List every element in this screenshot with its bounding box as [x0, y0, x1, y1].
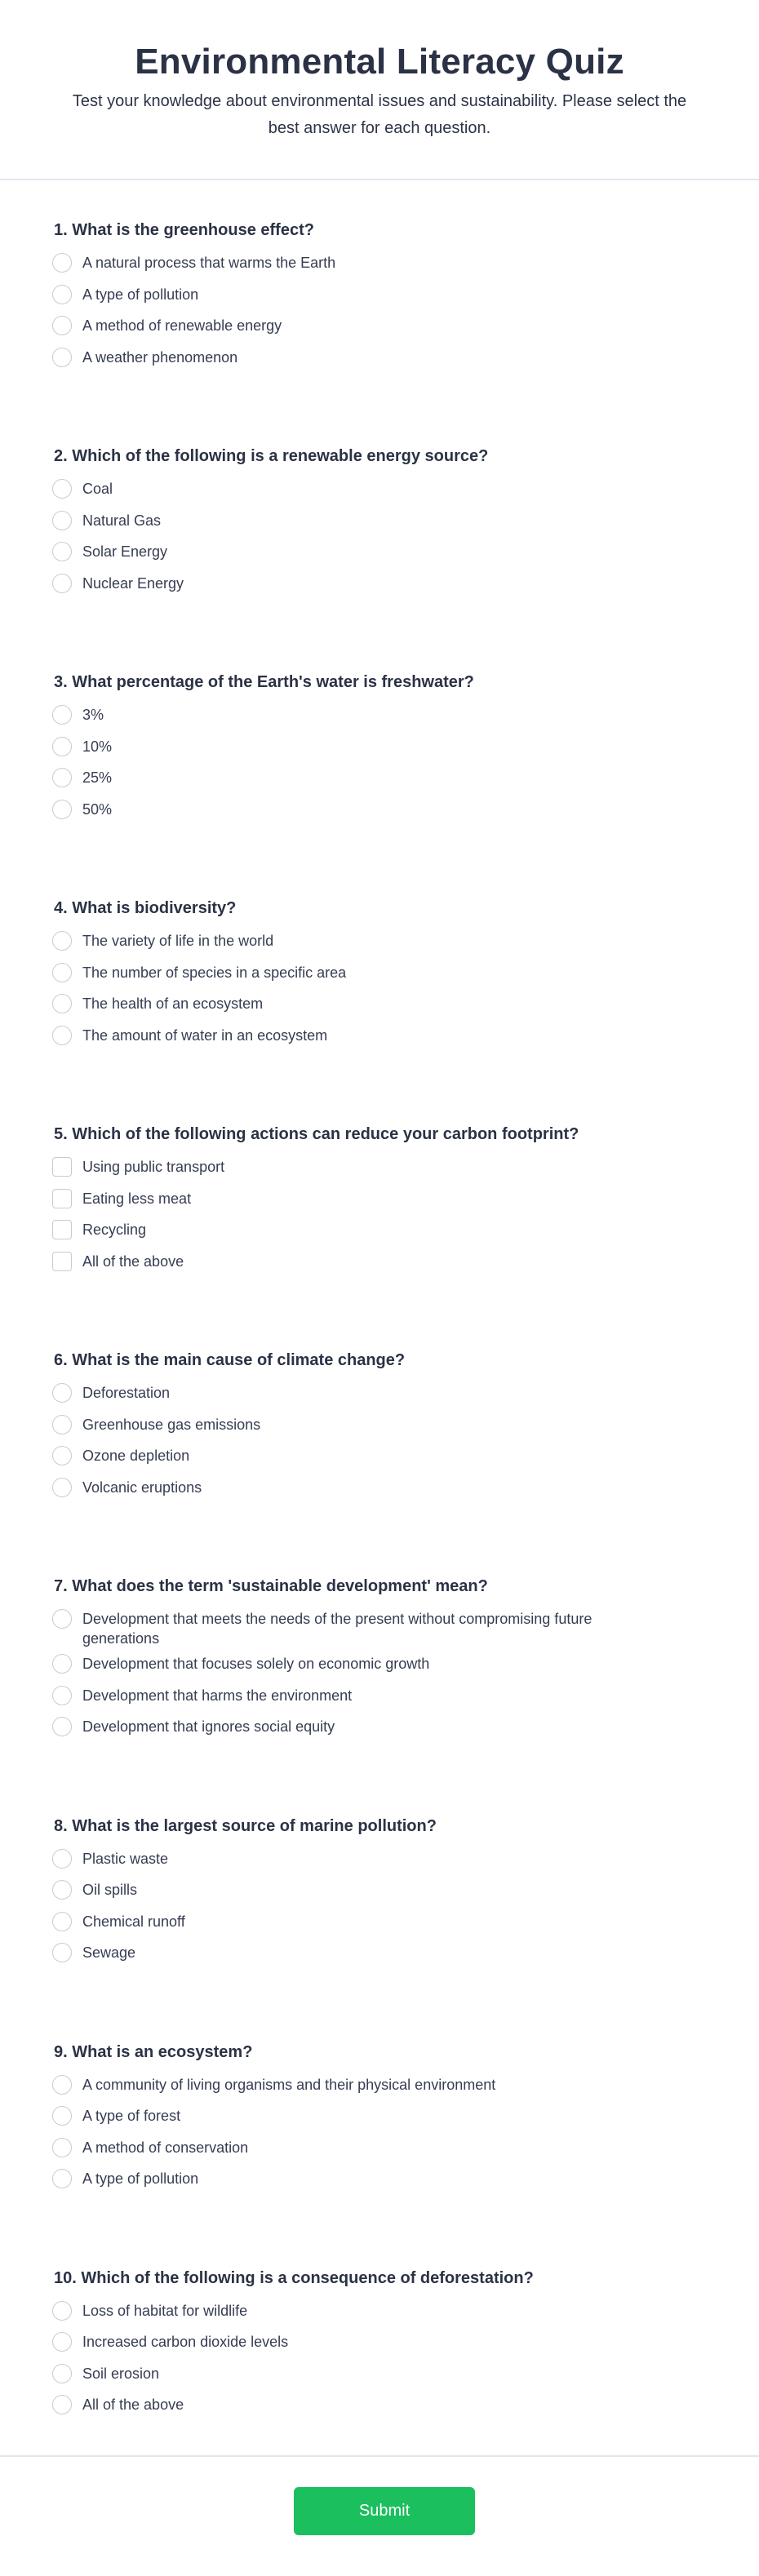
radio-button[interactable] [52, 931, 72, 951]
option-radio[interactable] [54, 1648, 759, 1680]
radio-button[interactable] [52, 963, 72, 982]
question-7 [54, 1536, 759, 1743]
option-label: Increased carbon dioxide levels [82, 2334, 289, 2350]
quiz-form [0, 180, 759, 2421]
radio-button[interactable] [52, 1717, 72, 1736]
option-radio[interactable] [54, 1680, 759, 1712]
options-list [54, 925, 759, 1051]
question-title: 1. What is the greenhouse effect? [54, 221, 314, 239]
option-radio[interactable] [54, 2069, 759, 2101]
option-label: Development that harms the environment [82, 1687, 353, 1704]
checkbox[interactable] [52, 1157, 72, 1177]
radio-button[interactable] [52, 1478, 72, 1497]
question-2 [54, 406, 759, 599]
radio-button[interactable] [52, 1609, 72, 1629]
option-radio[interactable] [54, 1440, 759, 1472]
option-radio[interactable] [54, 1377, 759, 1409]
radio-button[interactable] [52, 2169, 72, 2188]
option-label: Development that meets the needs of the present without compromising future generations [82, 1611, 593, 1647]
spacer [54, 1743, 759, 1776]
radio-button[interactable] [52, 2332, 72, 2352]
options-list [54, 247, 759, 373]
options-list [54, 1603, 759, 1743]
option-radio[interactable] [54, 731, 759, 763]
spacer [54, 1969, 759, 2002]
option-label: All of the above [82, 2396, 184, 2413]
option-label: A natural process that warms the Earth [82, 255, 336, 271]
option-label: The health of an ecosystem [82, 995, 264, 1012]
radio-button[interactable] [52, 994, 72, 1013]
options-list [54, 699, 759, 825]
radio-button[interactable] [52, 479, 72, 499]
option-radio[interactable] [54, 1906, 759, 1938]
option-checkbox[interactable] [54, 1151, 759, 1183]
option-label: Natural Gas [82, 512, 162, 529]
spacer [54, 825, 759, 858]
radio-button[interactable] [52, 348, 72, 367]
radio-button[interactable] [52, 800, 72, 819]
radio-button[interactable] [52, 1415, 72, 1434]
radio-button[interactable] [52, 316, 72, 335]
option-label: A type of pollution [82, 2170, 199, 2187]
question-1 [54, 180, 759, 373]
quiz-header [0, 0, 759, 180]
radio-button[interactable] [52, 2106, 72, 2126]
spacer [54, 2195, 759, 2228]
spacer [54, 1503, 759, 1536]
option-label: Sewage [82, 1944, 136, 1961]
radio-button[interactable] [52, 1849, 72, 1869]
option-radio[interactable] [54, 1603, 759, 1648]
checkbox[interactable] [52, 1220, 72, 1239]
radio-button[interactable] [52, 1446, 72, 1465]
question-title: 6. What is the main cause of climate change? [54, 1351, 406, 1369]
option-radio[interactable] [54, 473, 759, 505]
radio-button[interactable] [52, 285, 72, 304]
option-radio[interactable] [54, 2326, 759, 2358]
radio-button[interactable] [52, 1943, 72, 1962]
question-title: 2. Which of the following is a renewable energy source? [54, 447, 489, 465]
option-label: Volcanic eruptions [82, 1479, 202, 1496]
option-label: A method of conservation [82, 2139, 249, 2156]
option-label: A community of living organisms and their physical environment [82, 2076, 496, 2093]
question-title: 9. What is an ecosystem? [54, 2042, 253, 2061]
question-title: 4. What is biodiversity? [54, 899, 237, 917]
question-3 [54, 632, 759, 825]
radio-button[interactable] [52, 2075, 72, 2095]
option-label: Chemical runoff [82, 1913, 185, 1930]
option-checkbox[interactable] [54, 1246, 759, 1278]
option-label: Recycling [82, 1221, 147, 1238]
options-list [54, 473, 759, 599]
option-label: Coal [82, 481, 113, 497]
option-label: The amount of water in an ecosystem [82, 1026, 328, 1044]
spacer [54, 599, 759, 632]
option-label: 50% [82, 800, 113, 818]
option-label: Deforestation [82, 1385, 171, 1401]
option-label: 10% [82, 738, 113, 755]
option-radio[interactable] [54, 536, 759, 568]
option-label: 25% [82, 769, 113, 786]
page-title: Environmental Literacy Quiz [135, 42, 624, 82]
options-list [54, 1151, 759, 1277]
radio-button[interactable] [52, 253, 72, 273]
options-list [54, 2295, 759, 2421]
radio-button[interactable] [52, 1026, 72, 1045]
checkbox[interactable] [52, 1252, 72, 1271]
option-label: Using public transport [82, 1159, 225, 1175]
option-label: Nuclear Energy [82, 574, 184, 592]
question-4 [54, 858, 759, 1051]
option-label: A type of forest [82, 2108, 181, 2124]
option-radio[interactable] [54, 247, 759, 279]
radio-button[interactable] [52, 1912, 72, 1931]
option-radio[interactable] [54, 2100, 759, 2132]
radio-button[interactable] [52, 511, 72, 530]
option-radio[interactable] [54, 1472, 759, 1504]
quiz-footer [0, 2455, 759, 2576]
option-label: The variety of life in the world [82, 933, 274, 949]
radio-button[interactable] [52, 574, 72, 593]
radio-button[interactable] [52, 2364, 72, 2383]
option-label: 3% [82, 707, 104, 723]
option-radio[interactable] [54, 568, 759, 600]
question-title: 7. What does the term 'sustainable development' mean? [54, 1577, 488, 1595]
question-10 [54, 2228, 759, 2421]
option-label: Loss of habitat for wildlife [82, 2302, 248, 2319]
option-radio[interactable] [54, 794, 759, 826]
option-radio[interactable] [54, 1409, 759, 1441]
option-radio[interactable] [54, 279, 759, 311]
spacer [54, 373, 759, 406]
option-radio[interactable] [54, 762, 759, 794]
options-list [54, 2069, 759, 2195]
question-title: 10. Which of the following is a consequence of deforestation? [54, 2268, 534, 2287]
option-radio[interactable] [54, 2163, 759, 2195]
submit-button[interactable]: Submit [294, 2487, 475, 2535]
option-radio[interactable] [54, 2358, 759, 2390]
checkbox[interactable] [52, 1189, 72, 1208]
option-radio[interactable] [54, 699, 759, 731]
option-label: Development that ignores social equity [82, 1718, 335, 1735]
option-radio[interactable] [54, 505, 759, 537]
options-list [54, 1377, 759, 1503]
question-title: 3. What percentage of the Earth's water is freshwater? [54, 673, 474, 691]
radio-button[interactable] [52, 542, 72, 561]
option-radio[interactable] [54, 310, 759, 342]
question-9 [54, 2002, 759, 2195]
option-label: Plastic waste [82, 1850, 169, 1867]
option-label: Greenhouse gas emissions [82, 1416, 261, 1433]
option-label: Eating less meat [82, 1190, 192, 1207]
radio-button[interactable] [52, 1686, 72, 1705]
question-8 [54, 1776, 759, 1969]
question-5 [54, 1084, 759, 1277]
option-radio[interactable] [54, 1711, 759, 1743]
option-label: Solar Energy [82, 543, 168, 560]
option-radio[interactable] [54, 1874, 759, 1906]
option-checkbox[interactable] [54, 1183, 759, 1215]
option-label: Ozone depletion [82, 1448, 190, 1464]
page-subtitle: Test your knowledge about environmental issues and sustainability. Please select the best answer for each question. [72, 92, 687, 137]
option-label: Development that focuses solely on economic growth [82, 1656, 430, 1672]
option-label: All of the above [82, 1253, 184, 1270]
radio-button[interactable] [52, 705, 72, 725]
radio-button[interactable] [52, 1383, 72, 1403]
option-radio[interactable] [54, 1937, 759, 1969]
option-radio[interactable] [54, 988, 759, 1020]
radio-button[interactable] [52, 2138, 72, 2157]
option-label: Oil spills [82, 1882, 138, 1898]
question-title: 5. Which of the following actions can reduce your carbon footprint? [54, 1125, 579, 1143]
spacer [54, 1051, 759, 1084]
radio-button[interactable] [52, 768, 72, 787]
radio-button[interactable] [52, 2395, 72, 2414]
option-label: A weather phenomenon [82, 348, 238, 366]
option-label: A type of pollution [82, 286, 199, 303]
question-6 [54, 1310, 759, 1503]
radio-button[interactable] [52, 1654, 72, 1674]
option-radio[interactable] [54, 957, 759, 989]
option-radio[interactable] [54, 925, 759, 957]
option-radio[interactable] [54, 2389, 759, 2421]
options-list [54, 1843, 759, 1969]
question-title: 8. What is the largest source of marine pollution? [54, 1816, 437, 1835]
option-radio[interactable] [54, 1020, 759, 1052]
option-checkbox[interactable] [54, 1214, 759, 1246]
option-radio[interactable] [54, 1843, 759, 1875]
radio-button[interactable] [52, 2301, 72, 2321]
radio-button[interactable] [52, 737, 72, 756]
option-radio[interactable] [54, 2295, 759, 2327]
option-radio[interactable] [54, 342, 759, 374]
option-label: A method of renewable energy [82, 317, 282, 334]
radio-button[interactable] [52, 1880, 72, 1900]
spacer [54, 1277, 759, 1310]
option-label: Soil erosion [82, 2365, 160, 2382]
option-label: The number of species in a specific area [82, 964, 347, 981]
option-radio[interactable] [54, 2132, 759, 2164]
